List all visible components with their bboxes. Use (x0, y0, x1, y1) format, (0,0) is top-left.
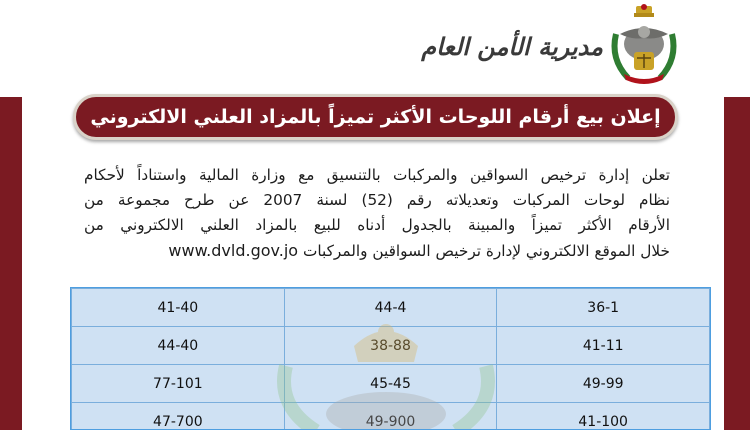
announcement-body (84, 163, 670, 264)
table-cell: 47-700 (72, 403, 285, 430)
table-row (72, 327, 710, 365)
table-cell: 45-45 (284, 365, 497, 403)
plates-table-container (70, 287, 711, 430)
table-cell: 41-100 (497, 403, 710, 430)
table-cell: 41-11 (497, 327, 710, 365)
announcement-title-banner (73, 94, 678, 140)
body-line-1: تعلن إدارة ترخيص السواقين والمركبات بالتنسيق مع وزارة المالية واستناداً لأحكام (84, 166, 670, 184)
left-maroon-bar (0, 97, 22, 430)
website-link[interactable]: www.dvld.gov.jo (168, 241, 299, 260)
announcement-title: إعلان بيع أرقام اللوحات الأكثر تميزاً بالمزاد العلني الالكتروني (90, 106, 661, 128)
body-line-3: الأرقام الأكثر تميزاً والمبينة بالجدول أدناه للبيع بالمزاد العلني الالكتروني من (84, 216, 670, 234)
body-line-2: نظام لوحات المركبات وتعديلاته رقم (52) لسنة 2007 عن طرح مجموعة من (84, 191, 670, 209)
plates-table (71, 288, 710, 430)
table-cell: 38-88 (284, 327, 497, 365)
table-row (72, 403, 710, 430)
right-maroon-bar (724, 97, 750, 430)
agency-name: مديرية الأمن العام (421, 32, 603, 61)
table-row (72, 289, 710, 327)
table-cell: 44-4 (284, 289, 497, 327)
body-line-4 (84, 238, 670, 264)
table-cell: 77-101 (72, 365, 285, 403)
jordan-coat-of-arms-icon (606, 4, 682, 86)
table-cell: 41-40 (72, 289, 285, 327)
table-cell: 49-900 (284, 403, 497, 430)
body-line-4-text: خلال الموقع الالكتروني لإدارة ترخيص السواقين والمركبات (302, 242, 670, 260)
table-cell: 36-1 (497, 289, 710, 327)
table-cell: 49-99 (497, 365, 710, 403)
table-row (72, 365, 710, 403)
header (0, 0, 750, 97)
table-cell: 44-40 (72, 327, 285, 365)
